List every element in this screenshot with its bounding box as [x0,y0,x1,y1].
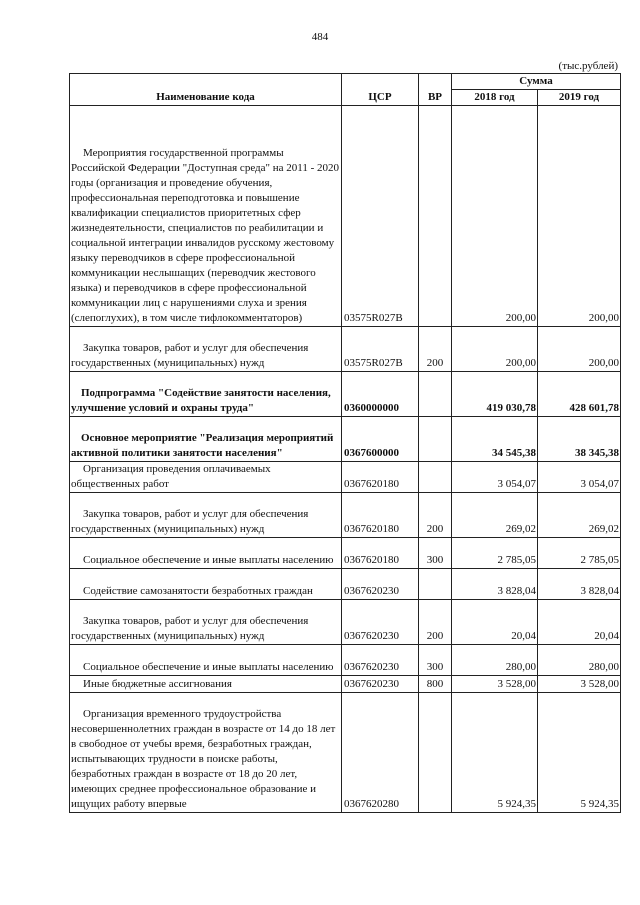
table-row [70,493,621,538]
table-row [70,417,621,462]
row-amount-2018: 419 030,78 [452,372,538,417]
row-csr: 0367620230 [342,569,419,600]
row-amount-2019: 2 785,05 [538,538,621,569]
row-csr: 0367620280 [342,693,419,813]
row-name: Закупка товаров, работ и услуг для обеспечения государственных (муниципальных) нужд [70,327,342,372]
row-vr [419,106,452,327]
row-vr [419,693,452,813]
row-amount-2019: 428 601,78 [538,372,621,417]
row-csr: 0367620230 [342,645,419,676]
row-csr: 03575R027B [342,327,419,372]
row-amount-2018: 3 054,07 [452,462,538,493]
row-csr: 0367620230 [342,676,419,693]
row-name: Закупка товаров, работ и услуг для обеспечения государственных (муниципальных) нужд [70,600,342,645]
row-amount-2018: 20,04 [452,600,538,645]
row-name: Организация проведения оплачиваемых общественных работ [70,462,342,493]
table-row [70,538,621,569]
row-amount-2019: 200,00 [538,106,621,327]
table-row [70,600,621,645]
row-amount-2019: 3 528,00 [538,676,621,693]
row-name: Содействие самозанятости безработных граждан [70,569,342,600]
table-row [70,645,621,676]
row-vr [419,569,452,600]
budget-table [69,73,621,813]
units-label: (тыс.рублей) [558,60,618,72]
row-amount-2019: 38 345,38 [538,417,621,462]
table-row [70,462,621,493]
row-vr [419,462,452,493]
row-vr [419,372,452,417]
row-amount-2019: 5 924,35 [538,693,621,813]
row-csr: 0367620180 [342,538,419,569]
row-vr: 300 [419,645,452,676]
row-vr: 200 [419,327,452,372]
row-vr [419,417,452,462]
row-csr: 0360000000 [342,372,419,417]
header-name: Наименование кода [70,74,342,106]
row-csr: 0367620180 [342,462,419,493]
row-vr: 300 [419,538,452,569]
row-name: Социальное обеспечение и иные выплаты населению [70,645,342,676]
row-amount-2019: 200,00 [538,327,621,372]
header-year-2019: 2019 год [538,90,621,106]
header-vr: ВР [419,74,452,106]
table-row [70,676,621,693]
row-amount-2018: 280,00 [452,645,538,676]
row-amount-2018: 34 545,38 [452,417,538,462]
header-year-2018: 2018 год [452,90,538,106]
row-csr: 0367620230 [342,600,419,645]
row-amount-2019: 269,02 [538,493,621,538]
row-amount-2018: 269,02 [452,493,538,538]
table-row [70,327,621,372]
table-row [70,569,621,600]
row-amount-2019: 20,04 [538,600,621,645]
row-name: Социальное обеспечение и иные выплаты населению [70,538,342,569]
row-amount-2018: 3 828,04 [452,569,538,600]
row-amount-2018: 200,00 [452,327,538,372]
header-sum: Сумма [452,74,621,90]
row-amount-2019: 280,00 [538,645,621,676]
header-csr: ЦСР [342,74,419,106]
row-amount-2018: 200,00 [452,106,538,327]
table-row [70,693,621,813]
row-name: Основное мероприятие "Реализация мероприятий активной политики занятости населения" [70,417,342,462]
row-vr: 200 [419,493,452,538]
row-amount-2018: 2 785,05 [452,538,538,569]
row-amount-2019: 3 054,07 [538,462,621,493]
row-amount-2018: 5 924,35 [452,693,538,813]
row-name: Закупка товаров, работ и услуг для обеспечения государственных (муниципальных) нужд [70,493,342,538]
row-vr: 200 [419,600,452,645]
row-amount-2018: 3 528,00 [452,676,538,693]
page-number: 484 [311,31,329,43]
row-name: Иные бюджетные ассигнования [70,676,342,693]
row-vr: 800 [419,676,452,693]
table-row [70,372,621,417]
row-csr: 03575R027B [342,106,419,327]
row-name: Подпрограмма "Содействие занятости населения, улучшение условий и охраны труда" [70,372,342,417]
row-csr: 0367600000 [342,417,419,462]
row-csr: 0367620180 [342,493,419,538]
table-row [70,106,621,327]
row-name: Организация временного трудоустройства несовершеннолетних граждан в возрасте от 14 до 18 лет в свободное от учебы время, безработных граждан, испытывающих трудности в поиске работы, безработных граждан в возрасте от 18 до 20 лет, имеющих среднее профессиональное образование и ищущих работу впервые [70,693,342,813]
row-name: Мероприятия государственной программы Российской Федерации "Доступная среда" на 2011 - 2020 годы (организация и проведение обучения, профессиональная переподготовка и повышение квалификации специалистов приоритетных сфер жизнедеятельности, специалистов по реабилитации и социальной интеграции инвалидов русскому жестовому языку переводчиков в сфере профессиональной коммуникации неслышащих (переводчик жестового языка) и переводчиков в сфере профессиональной коммуникации лиц с нарушениями слуха и зрения (слепоглухих), в том числе тифлокомментаторов) [70,106,342,327]
row-amount-2019: 3 828,04 [538,569,621,600]
